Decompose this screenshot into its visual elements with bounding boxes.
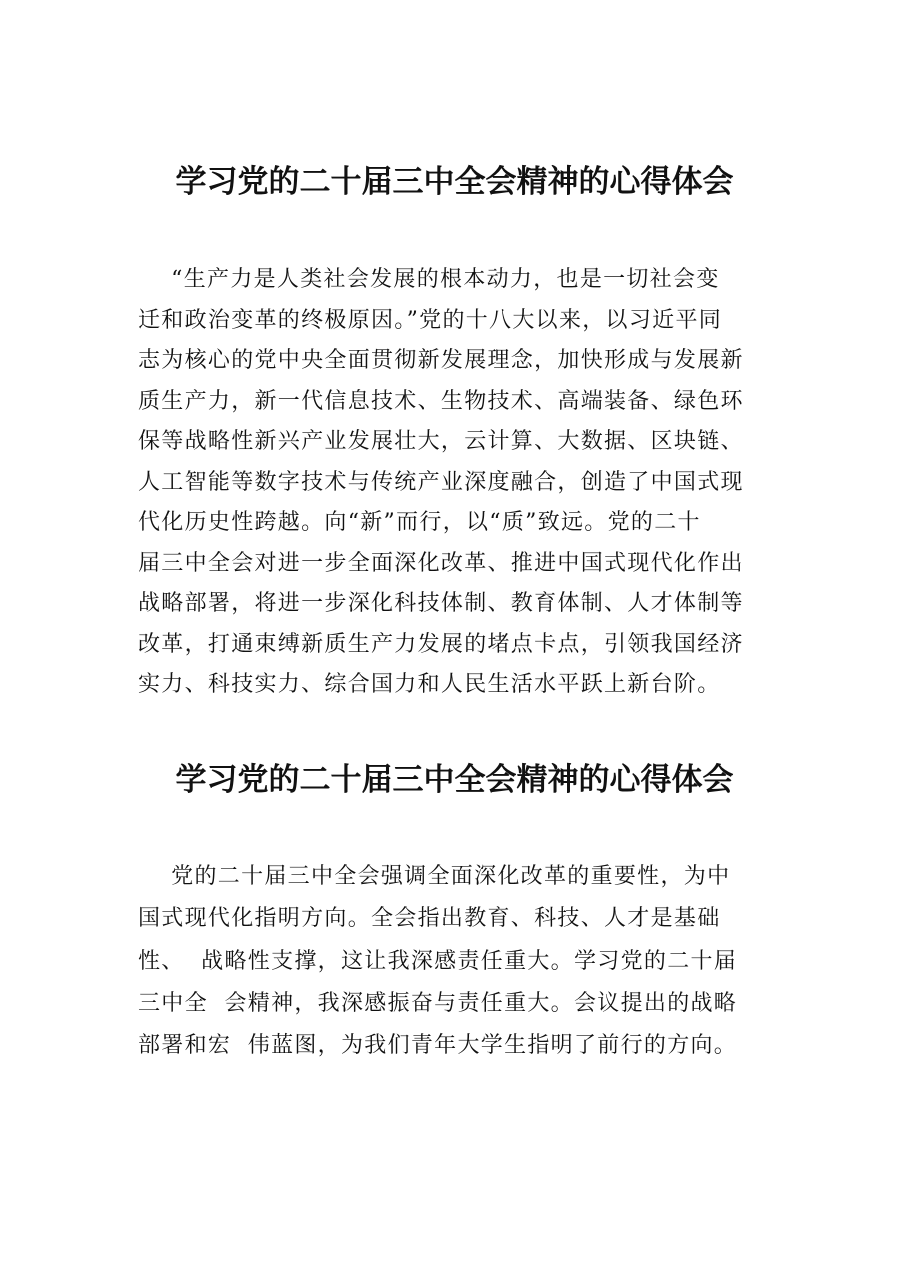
section-2-paragraph <box>138 856 788 1067</box>
paragraph-line: 志为核心的党中央全面贯彻新发展理念，加快形成与发展新 <box>138 348 744 373</box>
paragraph-line: “生产力是人类社会发展的根本动力，也是一切社会变 <box>138 267 720 292</box>
paragraph-line: 性、 战略性支撑，这让我深感责任重大。学习党的二十届 <box>138 948 738 974</box>
paragraph-line: 国式现代化指明方向。全会指出教育、科技、人才是基础 <box>138 906 721 932</box>
paragraph-line: 代化历史性跨越。向“新”而行，以“质”致远。党的二十 <box>138 510 701 535</box>
section-1-title: 学习党的二十届三中全会精神的心得体会 <box>175 164 734 200</box>
paragraph-line: 三中全 会精神，我深感振奋与责任重大。会议提出的战略 <box>138 990 738 1016</box>
section-1-paragraph <box>138 260 788 706</box>
paragraph-line: 部署和宏 伟蓝图，为我们青年大学生指明了前行的方向。 <box>138 1033 738 1059</box>
paragraph-line: 党的二十届三中全会强调全面深化改革的重要性，为中 <box>138 864 731 889</box>
paragraph-line: 迁和政治变革的终极原因。”党的十八大以来，以习近平同 <box>138 307 723 333</box>
section-2-title: 学习党的二十届三中全会精神的心得体会 <box>175 762 734 798</box>
paragraph-line: 人工智能等数字技术与传统产业深度融合，创造了中国式现 <box>138 469 744 495</box>
paragraph-line: 改革，打通束缚新质生产力发展的堵点卡点，引领我国经济 <box>138 631 744 657</box>
paragraph-line: 质生产力，新一代信息技术、生物技术、高端装备、绿色环 <box>138 388 744 414</box>
paragraph-line: 实力、科技实力、综合国力和人民生活水平跃上新台阶。 <box>138 672 721 697</box>
paragraph-line: 战略部署，将进一步深化科技体制、教育体制、人才体制等 <box>138 591 744 616</box>
paragraph-line: 保等战略性新兴产业发展壮大，云计算、大数据、区块链、 <box>138 429 744 454</box>
paragraph-line: 届三中全会对进一步全面深化改革、推进中国式现代化作出 <box>138 550 744 576</box>
